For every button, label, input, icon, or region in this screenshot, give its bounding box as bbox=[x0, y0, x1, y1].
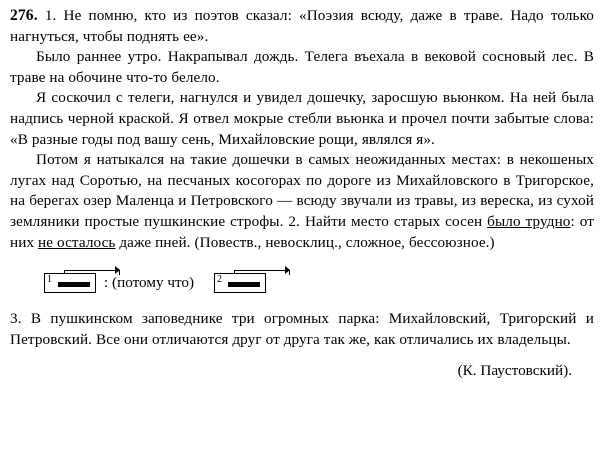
scheme-arrow-1-icon bbox=[64, 261, 120, 273]
scheme-clause-1-index: 1 bbox=[47, 274, 52, 286]
author-signature: (К. Паустовский). bbox=[457, 362, 572, 380]
underlined-phrase-1: было трудно bbox=[487, 212, 571, 230]
sentence-scheme-inner bbox=[44, 259, 594, 305]
sentence-scheme-diagram bbox=[10, 259, 594, 305]
paragraph-4-text-after: даже пней. (Повеств., невосклиц., сложное, бессоюзное.) bbox=[115, 233, 495, 251]
scheme-arrow-2-icon bbox=[234, 261, 290, 273]
paragraph-4-text-before: Потом я натыкался на такие дошечки в самых неожиданных местах: в некошеных лугах над Соротью, на песчаных косогорах по дороге из Михайловского в Тригорское, на берегах озер Маленца и Петровского — всюду звучали из травы, из вереска, из сухой земляники простые пушкинские строфы. 2. Найти место старых сосен bbox=[10, 151, 594, 230]
task-three-marker: 3. bbox=[10, 310, 22, 328]
scheme-clause-2-bar-icon bbox=[228, 282, 260, 287]
paragraph-1 bbox=[10, 6, 594, 47]
paragraph-4 bbox=[10, 150, 594, 253]
scheme-connector-text: : (потому что) bbox=[104, 274, 195, 292]
task-three-text: В пушкинском заповеднике три огромных парка: Михайловский, Тригорский и Петровский. Все они отличаются друг от друга так же, как отличались их владельцы. bbox=[10, 310, 594, 348]
paragraph-4-text-mid: : от них bbox=[10, 212, 594, 251]
exercise-number: 276. bbox=[10, 7, 38, 24]
paragraph-1-text: Не помню, кто из поэтов сказал: «Поэзия всюду, даже в траве. Надо только нагнуться, чтобы поднять ее». bbox=[10, 7, 594, 45]
scheme-clause-1-bar-icon bbox=[58, 282, 90, 287]
scheme-clause-box-2 bbox=[214, 273, 266, 293]
underlined-phrase-2: не осталось bbox=[38, 233, 116, 251]
paragraph-2 bbox=[10, 47, 594, 88]
scheme-clause-box-1 bbox=[44, 273, 96, 293]
paragraph-3-text: Я соскочил с телеги, нагнулся и увидел дошечку, заросшую вьюнком. На ней была надпись черной краской. Я отвел мокрые стебли вьюнка и прочел почти забытые слова: «В разные годы под вашу сень, Михайловские рощи, являлся я». bbox=[10, 89, 594, 148]
paragraph-5 bbox=[10, 309, 594, 350]
task-one-marker: 1. bbox=[44, 7, 57, 24]
paragraph-3 bbox=[10, 88, 594, 150]
paragraph-2-text: Было раннее утро. Накрапывал дождь. Телега въехала в вековой сосновый лес. В траве на обочине что-то белело. bbox=[10, 48, 594, 86]
scheme-clause-2-index: 2 bbox=[217, 274, 222, 286]
